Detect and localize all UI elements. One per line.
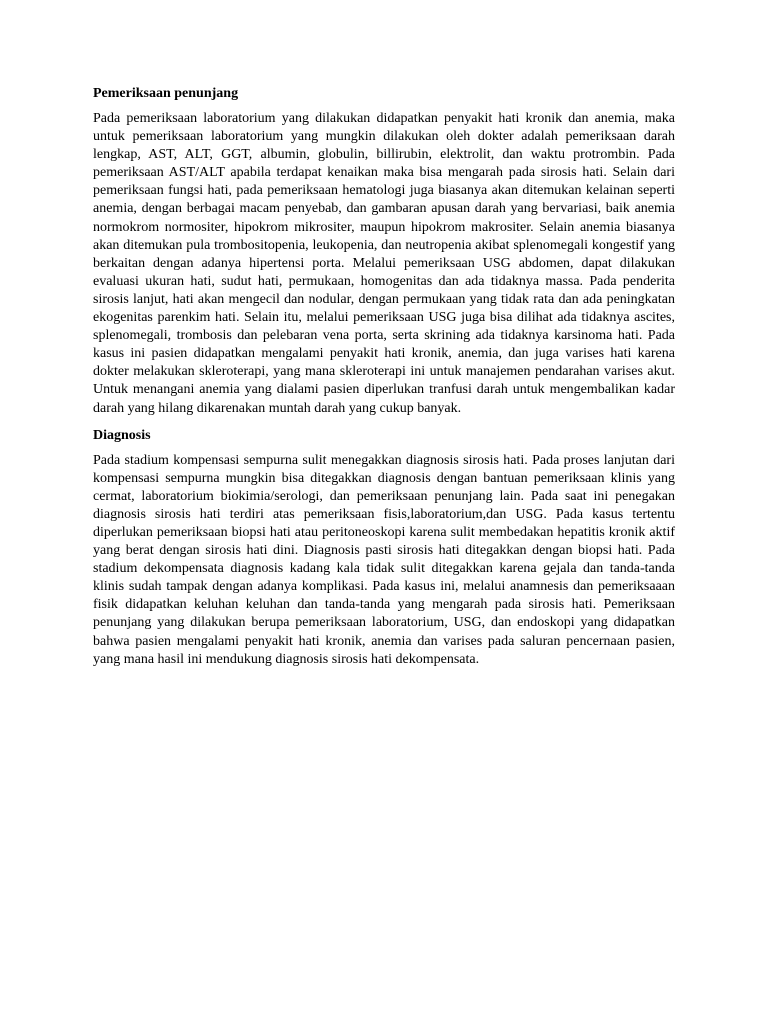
- section-diagnosis: [93, 427, 675, 669]
- section-heading: Diagnosis: [93, 427, 151, 443]
- section-heading: Pemeriksaan penunjang: [93, 86, 239, 101]
- section-paragraph: Pada pemeriksaan laboratorium yang dilakukan didapatkan penyakit hati kronik dan anemia, maka untuk pemeriksaan laboratorium yang mungkin dilakukan oleh dokter adalah pemeriksaan darah lengkap, AST, ALT, GGT, albumin, globulin, billirubin, elektrolit, dan waktu protrombin. Pada pemeriksaan AST/ALT apabila terdapat kenaikan maka bisa mengarah pada sirosis hati. Selain dari pemeriksaan fungsi hati, pada pemeriksaan hematologi juga biasanya akan ditemukan kelainan seperti anemia, dengan berbagai macam penyebab, dan gambaran apusan darah yang bervariasi, baik anemia normokrom normositer, hipokrom mikrositer, maupun hipokrom makrositer. Selain anemia biasanya akan ditemukan pula trombositopenia, leukopenia, dan neutropenia akibat splenomegali kongestif yang berkaitan dengan adanya hipertensi porta. Melalui pemeriksaan USG abdomen, dapat dilakukan evaluasi ukuran hati, sudut hati, permukaan, homogenitas dan ada tidaknya massa. Pada penderita sirosis lanjut, hati akan mengecil dan nodular, dengan permukaan yang tidak rata dan ada peningkatan ekogenitas parenkim hati. Selain itu, melalui pemeriksaan USG juga bisa dilihat ada tidaknya ascites, splenomegali, trombosis dan pelebaran vena porta, serta skrining ada tidaknya karsinoma hati. Pada kasus ini pasien didapatkan mengalami penyakit hati kronik, anemia, dan juga varises hati karena dokter melakukan skleroterapi, yang mana skleroterapi ini untuk manajemen pendarahan varises akut. Untuk menangani anemia yang dialami pasien diperlukan tranfusi darah untuk mengembalikan kadar darah yang hilang dikarenakan muntah darah yang cukup banyak.: [93, 111, 675, 416]
- document-page: [93, 85, 675, 678]
- section-paragraph: Pada stadium kompensasi sempurna sulit menegakkan diagnosis sirosis hati. Pada proses lanjutan dari kompensasi sempurna mungkin bisa ditegakkan diagnosis dengan bantuan pemeriksaan klinis yang cermat, laboratorium biokimia/serologi, dan pemeriksaan penunjang lain. Pada saat ini penegakan diagnosis sirosis hati terdiri atas pemeriksaan fisis,laboratorium,dan USG. Pada kasus tertentu diperlukan pemeriksaan biopsi hati atau peritoneoskopi karena sulit membedakan hepatitis kronik aktif yang berat dengan sirosis hati dini. Diagnosis pasti sirosis hati ditegakkan dengan biopsi hati. Pada stadium dekompensata diagnosis kadang kala tidak sulit ditegakkan karena gejala dan tanda-tanda klinis sudah tampak dengan adanya komplikasi. Pada kasus ini, melalui anamnesis dan pemeriksaaan fisik didapatkan keluhan keluhan dan tanda-tanda yang mengarah pada sirosis hati. Pemeriksaan penunjang yang dilakukan berupa pemeriksaan laboratorium, USG, dan endoskopi yang didapatkan bahwa pasien mengalami penyakit hati kronik, anemia dan varises pada saluran pencernaan pasien, yang mana hasil ini mendukung diagnosis sirosis hati dekompensata.: [93, 452, 675, 667]
- section-pemeriksaan-penunjang: [93, 85, 675, 418]
